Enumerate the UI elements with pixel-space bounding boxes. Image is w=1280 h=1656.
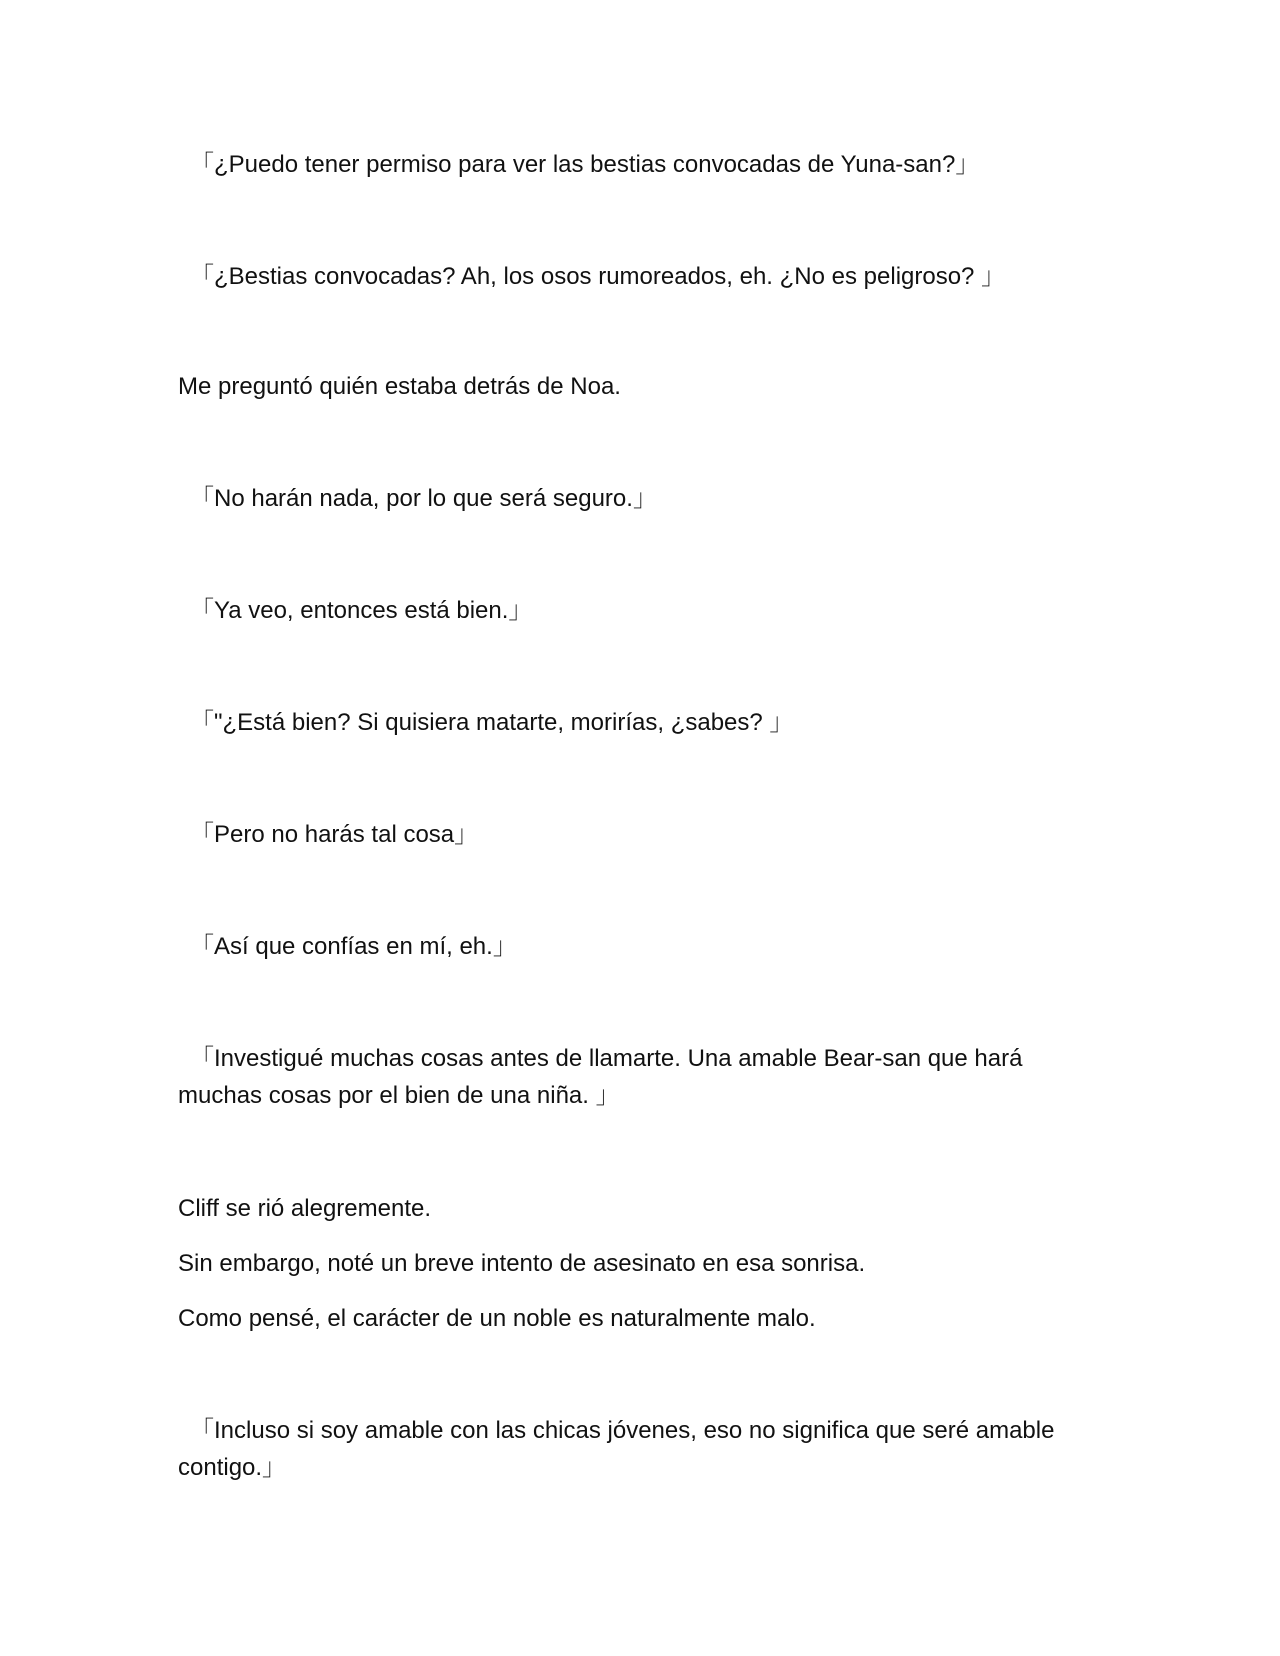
paragraph-dialogue-permission: 「¿Puedo tener permiso para ver las bestias convocadas de Yuna-san?」 [190,151,980,178]
paragraph-narration-murder-intent: Sin embargo, noté un breve intento de asesinato en esa sonrisa. [178,1250,866,1277]
paragraph-dialogue-safe: 「No harán nada, por lo que será seguro.」 [190,485,657,512]
paragraph-dialogue-summoned-beasts: 「¿Bestias convocadas? Ah, los osos rumoreados, eh. ¿No es peligroso? 」 [190,263,1006,290]
paragraph-dialogue-threat: 「"¿Está bien? Si quisiera matarte, morirías, ¿sabes? 」 [190,709,794,736]
paragraph-dialogue-kind-to-girls: 「Incluso si soy amable con las chicas jóvenes, eso no significa que seré amable contigo.」 [178,1417,1055,1481]
paragraph-narration-noa: Me preguntó quién estaba detrás de Noa. [178,373,621,400]
paragraph-narration-noble-character: Como pensé, el carácter de un noble es naturalmente malo. [178,1305,816,1332]
paragraph-dialogue-investigated: 「Investigué muchas cosas antes de llamarte. Una amable Bear-san que hará muchas cosas por el bien de una niña. 」 [178,1045,1023,1109]
paragraph-dialogue-trust: 「Así que confías en mí, eh.」 [190,933,517,960]
paragraph-dialogue-fine: 「Ya veo, entonces está bien.」 [190,597,533,624]
paragraph-narration-cliff-laughed: Cliff se rió alegremente. [178,1195,432,1222]
paragraph-dialogue-no-such-thing: 「Pero no harás tal cosa」 [190,821,479,848]
